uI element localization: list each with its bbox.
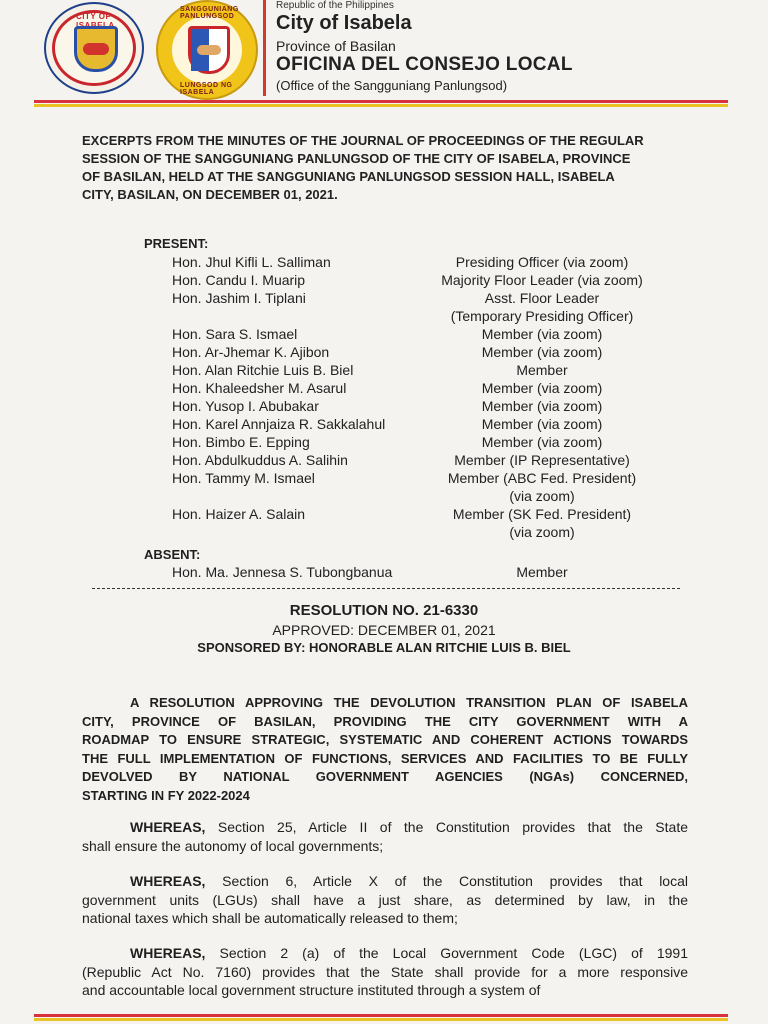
title-line: CITY, PROVINCE OF BASILAN, PROVIDING THE CITY GOVERNMENT WITH A	[82, 713, 688, 729]
present-member-name: Hon. Alan Ritchie Luis B. Biel	[172, 362, 354, 378]
whereas-first-line	[82, 872, 688, 891]
present-member-role: Member (via zoom)	[481, 416, 603, 432]
excerpt-line: CITY, BASILAN, ON DECEMBER 01, 2021.	[82, 187, 338, 202]
present-member-name: Hon. Tammy M. Ismael	[172, 470, 315, 486]
whereas-text: Section 6, Article X of the Constitution provides that local	[205, 873, 688, 889]
present-member-name: Hon. Yusop I. Abubakar	[172, 398, 319, 414]
resolution-approved: APPROVED: DECEMBER 01, 2021	[272, 622, 496, 638]
republic-line: Republic of the Philippines	[276, 0, 394, 11]
whereas-keyword: WHEREAS,	[130, 873, 206, 889]
seal-left-text: CITY OF	[76, 12, 111, 21]
excerpt-line: OF BASILAN, HELD AT THE SANGGUNIANG PANLUNGSOD SESSION HALL, ISABELA	[82, 169, 615, 184]
present-member-role: Member (IP Representative)	[454, 452, 630, 468]
seal-right-bottom-text: LUNGSOD NG ISABELA	[180, 82, 233, 96]
whereas-line: and accountable local government structure instituted through a system of	[82, 982, 541, 998]
city-seal-logo	[44, 2, 144, 94]
whereas-clause-2	[82, 872, 688, 928]
title-line: DEVOLVED BY NATIONAL GOVERNMENT AGENCIES (NGAs) CONCERNED,	[82, 769, 688, 784]
whereas-keyword: WHEREAS,	[130, 945, 206, 961]
header-band-red	[34, 100, 728, 103]
whereas-line: national taxes which shall be automatically released to them;	[82, 910, 458, 926]
office-subtitle: (Office of the Sangguniang Panlungsod)	[276, 78, 508, 93]
present-member-name: Hon. Jhul Kifli L. Salliman	[172, 254, 331, 270]
whereas-first-line	[82, 818, 688, 837]
whereas-keyword: WHEREAS,	[130, 819, 206, 835]
present-member-role: (via zoom)	[509, 524, 575, 540]
present-member-role: Member	[516, 362, 568, 378]
present-member-role: Member (ABC Fed. President)	[447, 470, 637, 486]
seal-shield	[188, 26, 230, 74]
present-member-role: Member (via zoom)	[481, 398, 603, 414]
resolution-title	[82, 694, 688, 805]
whereas-first-line	[82, 944, 688, 963]
whereas-clause-3	[82, 944, 688, 1000]
resolution-sponsor: SPONSORED BY: HONORABLE ALAN RITCHIE LUIS B. BIEL	[197, 640, 571, 655]
seal-shield	[74, 26, 118, 72]
absent-member-name: Hon. Ma. Jennesa S. Tubongbanua	[172, 564, 393, 580]
present-member-name: Hon. Jashim I. Tiplani	[172, 290, 306, 306]
header-divider	[263, 0, 266, 96]
present-member-name: Hon. Sara S. Ismael	[172, 326, 298, 342]
absent-label: ABSENT:	[144, 547, 201, 562]
whereas-line: government units (LGUs) shall have a just share, as determined by law, in the	[82, 891, 688, 908]
present-member-role: Member (via zoom)	[481, 380, 603, 396]
excerpt-line: EXCERPTS FROM THE MINUTES OF THE JOURNAL OF PROCEEDINGS OF THE REGULAR	[82, 133, 644, 148]
present-member-role: Majority Floor Leader (via zoom)	[441, 272, 643, 288]
present-member-role: Member (SK Fed. President)	[452, 506, 632, 522]
present-member-role: (Temporary Presiding Officer)	[450, 308, 634, 324]
excerpt-heading	[82, 132, 686, 204]
province-name: Province of Basilan	[276, 38, 396, 54]
present-member-role: Member (via zoom)	[481, 434, 603, 450]
present-label: PRESENT:	[144, 236, 209, 251]
whereas-line: shall ensure the autonomy of local governments;	[82, 837, 384, 854]
present-member-name: Hon. Ar-Jhemar K. Ajibon	[172, 344, 330, 360]
present-member-role: Presiding Officer (via zoom)	[455, 254, 629, 270]
resolution-number: RESOLUTION NO. 21-6330	[289, 602, 479, 619]
whereas-text: Section 2 (a) of the Local Government Code (LGC) of 1991	[205, 945, 688, 961]
whereas-line: (Republic Act No. 7160) provides that the State shall provide for a more responsive	[82, 963, 688, 980]
header-band-yellow	[34, 104, 728, 107]
whereas-text: Section 25, Article II of the Constitution provides that the State	[205, 819, 688, 835]
seal-right-top-text: SANGGUNIANG PANLUNGSOD	[180, 6, 239, 20]
sangguniang-seal-logo	[156, 0, 258, 100]
present-member-name: Hon. Candu I. Muarip	[172, 272, 306, 288]
present-member-name: Hon. Abdulkuddus A. Salihin	[172, 452, 348, 468]
city-name: City of Isabela	[276, 12, 412, 34]
excerpt-line: SESSION OF THE SANGGUNIANG PANLUNGSOD OF THE CITY OF ISABELA, PROVINCE	[82, 151, 631, 166]
present-member-name: Hon. Karel Annjaiza R. Sakkalahul	[172, 416, 386, 432]
title-line: A RESOLUTION APPROVING THE DEVOLUTION TRANSITION PLAN OF ISABELA	[130, 695, 688, 710]
present-member-name: Hon. Haizer A. Salain	[172, 506, 306, 522]
section-divider	[92, 588, 680, 589]
present-member-role: Member (via zoom)	[481, 344, 603, 360]
present-member-role: Asst. Floor Leader	[484, 290, 600, 306]
title-line: THE FULL IMPLEMENTATION OF FUNCTIONS, SERVICES AND FACILITIES TO BE FULLY	[82, 750, 688, 766]
present-member-name: Hon. Bimbo E. Epping	[172, 434, 310, 450]
footer-band-yellow	[34, 1018, 728, 1021]
present-member-name: Hon. Khaleedsher M. Asarul	[172, 380, 347, 396]
present-member-role: Member (via zoom)	[481, 326, 603, 342]
title-line: ROADMAP TO ENSURE STRATEGIC, SYSTEMATIC AND COHERENT ACTIONS TOWARDS	[82, 732, 688, 747]
office-name: OFICINA DEL CONSEJO LOCAL	[276, 54, 573, 75]
absent-member-role: Member	[516, 564, 568, 580]
present-member-role: (via zoom)	[509, 488, 575, 504]
title-line: STARTING IN FY 2022-2024	[82, 787, 250, 803]
footer-band-red	[34, 1014, 728, 1017]
whereas-clause-1	[82, 818, 688, 855]
